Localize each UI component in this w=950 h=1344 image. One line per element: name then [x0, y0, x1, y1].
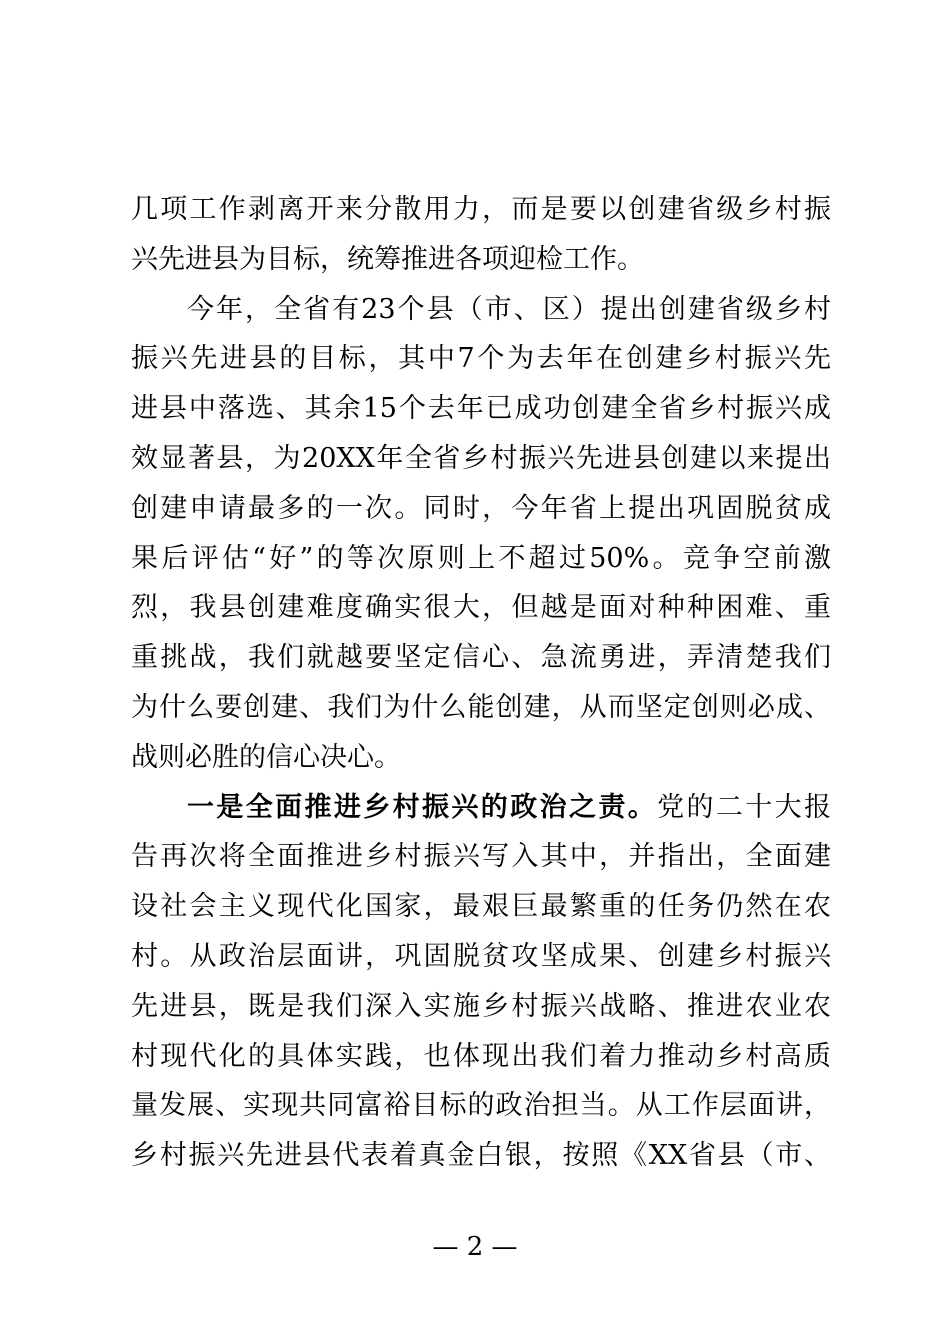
text-line: 兴先进县为目标，统筹推进各项迎检工作。 — [131, 243, 644, 275]
text-line: 村。从政治层面讲，巩固脱贫攻坚成果、创建乡村振兴 — [131, 940, 831, 972]
text-line: 战则必胜的信心决心。 — [131, 741, 401, 773]
text-line: 量发展、实现共同富裕目标的政治担当。从工作层面讲， — [131, 1090, 831, 1122]
text-line: 果后评估“好”的等次原则上不超过50%。竞争空前激 — [131, 542, 831, 574]
text-line: 重挑战，我们就越要坚定信心、急流勇进，弄清楚我们 — [131, 642, 831, 674]
text-line: 几项工作剥离开来分散用力，而是要以创建省级乡村振 — [131, 194, 831, 225]
text-line: 进县中落选、其余15个去年已成功创建全省乡村振兴成 — [131, 393, 831, 425]
text-line — [131, 783, 831, 833]
page-number: — 2 — — [432, 1232, 518, 1262]
text-line: 告再次将全面推进乡村振兴写入其中，并指出，全面建 — [131, 841, 831, 873]
text-segment: 党的二十大报 — [657, 791, 832, 823]
section-heading: 一是全面推进乡村振兴的政治之责。 — [187, 791, 658, 823]
text-line: 效显著县，为20XX年全省乡村振兴先进县创建以来提出 — [131, 442, 831, 474]
text-line: 先进县，既是我们深入实施乡村振兴战略、推进农业农 — [131, 990, 831, 1022]
text-line: 乡村振兴先进县代表着真金白银，按照《XX省县（市、 — [131, 1140, 831, 1172]
text-line: 为什么要创建、我们为什么能创建，从而坚定创则必成、 — [131, 691, 831, 723]
text-line: 创建申请最多的一次。同时，今年省上提出巩固脱贫成 — [131, 492, 831, 524]
text-line: 设社会主义现代化国家，最艰巨最繁重的任务仍然在农 — [131, 891, 831, 923]
text-line: 烈，我县创建难度确实很大，但越是面对种种困难、重 — [131, 592, 831, 624]
text-line: 振兴先进县的目标，其中7个为去年在创建乡村振兴先 — [131, 343, 831, 375]
document-body — [131, 185, 831, 1181]
text-line: 村现代化的具体实践，也体现出我们着力推动乡村高质 — [131, 1040, 831, 1072]
text-line: 今年，全省有23个县（市、区）提出创建省级乡村 — [187, 293, 831, 325]
